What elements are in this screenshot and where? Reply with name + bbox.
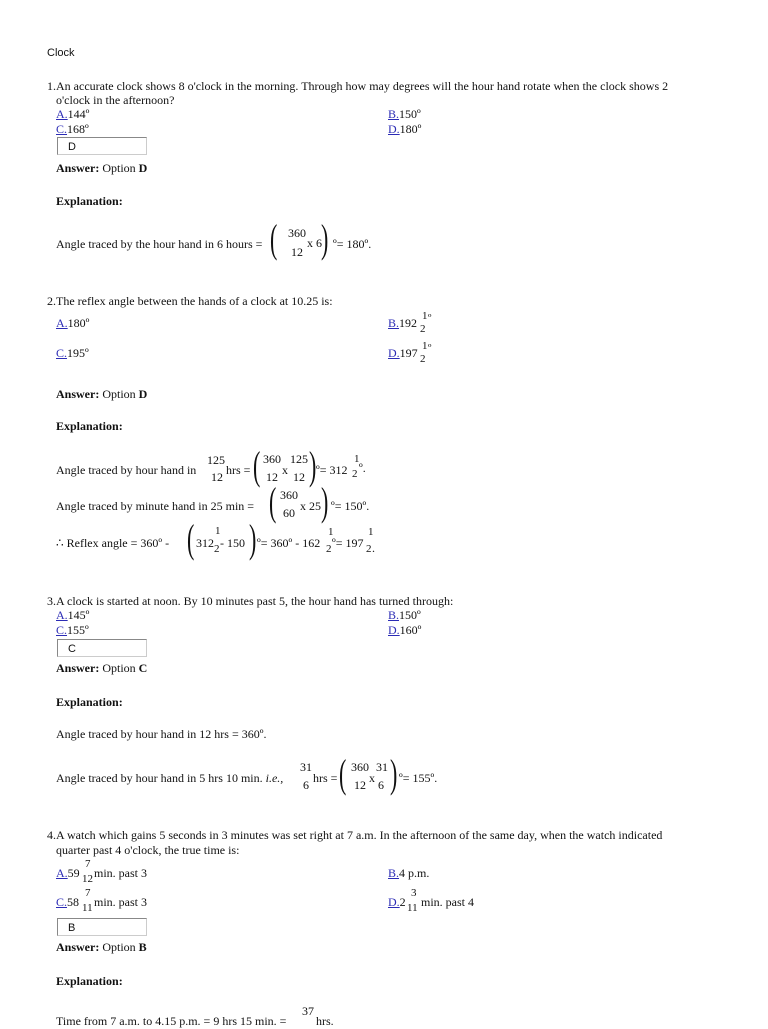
q2-option-b[interactable] (388, 316, 417, 331)
q1-option-a-letter[interactable]: A. (56, 107, 68, 121)
q3-option-c[interactable] (56, 623, 89, 638)
q3-exp2-hrs-num: 31 (300, 760, 312, 774)
q4-option-d-suffix: min. past 4 (421, 895, 474, 909)
question-1-text-line2: o'clock in the afternoon? (56, 93, 175, 107)
q4-exp1-rhs: hrs. (316, 1014, 334, 1028)
q4-answer-text: Option (102, 940, 136, 954)
q4-exp1-num: 37 (302, 1004, 314, 1018)
q4-option-d-value: 2 (399, 895, 406, 909)
q2-option-a[interactable] (56, 316, 89, 331)
q2-option-a-letter[interactable]: A. (56, 316, 68, 330)
q3-option-d-value: 160º (399, 623, 422, 637)
q2-exp3-r-den: 2 (326, 543, 332, 555)
q1-exp-paren-left: ( (269, 216, 278, 261)
q2-exp3-paren-left: ( (186, 516, 195, 561)
q1-option-c[interactable] (56, 122, 89, 137)
q1-exp-den: 12 (291, 245, 303, 259)
q3-exp2-hrs: hrs = (313, 771, 338, 785)
q3-exp2-rhs: º= 155º. (399, 771, 438, 785)
q2-answer-text: Option (102, 387, 136, 401)
q2-exp2-lhs: Angle traced by minute hand in 25 min = (56, 499, 255, 513)
q3-answer-text: Option (102, 661, 136, 675)
q2-option-d-letter[interactable]: D. (388, 346, 400, 360)
q2-exp3-rhs2: º= 197 (332, 536, 364, 550)
q4-option-c-frac-num: 7 (85, 887, 91, 899)
q1-option-c-value: 168º (67, 122, 89, 136)
q3-exp2-ie: i.e., (265, 771, 284, 785)
q4-explanation-label: Explanation: (56, 974, 123, 988)
q2-exp1-rhs: º= 312 (316, 463, 348, 477)
q2-option-b-value: 192 (399, 316, 418, 330)
q2-exp1-x: x (282, 463, 288, 477)
q4-option-c-suffix: min. past 3 (94, 895, 147, 909)
question-4-text-line2: quarter past 4 o'clock, the true time is: (56, 843, 240, 857)
q2-exp1-hrs: hrs = (226, 463, 251, 477)
q2-option-d-frac-num: 1 (422, 340, 428, 352)
q2-exp1-lhs: Angle traced by hour hand in (56, 463, 197, 477)
q2-option-b-letter[interactable]: B. (388, 316, 400, 330)
q3-explanation-label: Explanation: (56, 695, 123, 709)
q2-exp1-hrs-num: 125 (207, 453, 225, 467)
q3-option-c-letter[interactable]: C. (56, 623, 68, 637)
q4-exp1-lhs: Time from 7 a.m. to 4.15 p.m. = 9 hrs 15 min. = (56, 1014, 287, 1028)
q1-option-c-letter[interactable]: C. (56, 122, 68, 136)
q3-option-c-value: 155º (67, 623, 89, 637)
q3-option-a-value: 145º (67, 608, 90, 622)
q1-exp-lhs: Angle traced by the hour hand in 6 hours = (56, 237, 263, 251)
q4-option-b[interactable] (388, 866, 429, 881)
question-1-text-line1: 1.An accurate clock shows 8 o'clock in the morning. Through how may degrees will the hour hand rotate when the clock shows 2 (47, 79, 669, 93)
q4-answer-option: B (138, 940, 147, 954)
q3-option-b-letter[interactable]: B. (388, 608, 400, 622)
q3-exp2-paren-right: ) (389, 751, 398, 796)
q2-option-c-value: 195º (67, 346, 89, 360)
q4-option-a[interactable] (56, 866, 80, 881)
q1-option-a-value: 144º (67, 107, 90, 121)
q1-option-d-letter[interactable]: D. (388, 122, 400, 136)
q4-option-d-frac-num: 3 (411, 887, 417, 899)
question-3-text: 3.A clock is started at noon. By 10 minutes past 5, the hour hand has turned through: (47, 594, 454, 608)
q3-exp2-n2: 31 (376, 760, 388, 774)
q2-exp1-rf-num: 1 (354, 453, 360, 465)
q2-exp3-r-num: 1 (328, 526, 334, 538)
q1-answer-line (56, 161, 147, 176)
q4-option-b-value: 4 p.m. (399, 866, 430, 880)
q4-option-a-frac-den: 12 (82, 873, 93, 885)
q2-exp1-hrs-den: 12 (211, 470, 223, 484)
q2-exp3-a-num: 1 (215, 525, 221, 537)
q3-exp2-paren-left: ( (338, 751, 347, 796)
q4-answer-line (56, 940, 147, 955)
q2-exp3-r2-den: 2 (366, 543, 372, 555)
q4-option-a-value: 59 (67, 866, 80, 880)
q2-option-b-frac-num: 1 (422, 310, 428, 322)
q2-exp3-r2-num: 1 (368, 526, 374, 538)
q2-exp3-lhs: ∴ Reflex angle = 360º - (56, 536, 170, 550)
q2-exp3-a: 312 (196, 536, 214, 550)
q2-option-d-suffix: º (428, 342, 432, 354)
q1-exp-paren-right: ) (320, 216, 329, 261)
q1-option-b-value: 150º (399, 107, 421, 121)
q1-option-d[interactable] (388, 122, 421, 137)
q3-option-b[interactable] (388, 608, 421, 623)
q3-answer-option: C (138, 661, 148, 675)
q4-option-c[interactable] (56, 895, 79, 910)
q4-option-a-letter[interactable]: A. (56, 866, 68, 880)
q2-exp1-rhs-end: º. (359, 461, 366, 475)
q1-answer-label: Answer: (56, 161, 100, 175)
q2-option-c[interactable] (56, 346, 89, 361)
q3-option-a-letter[interactable]: A. (56, 608, 68, 622)
q2-answer-label: Answer: (56, 387, 100, 401)
q2-exp3-a-den: 2 (214, 543, 220, 555)
q2-answer-option: D (138, 387, 148, 401)
q4-option-c-frac-den: 11 (82, 902, 93, 914)
q3-exp2-n1: 360 (351, 760, 369, 774)
q1-exp-num: 360 (288, 226, 306, 240)
page-title: Clock (47, 47, 75, 59)
q4-option-c-value: 58 (67, 895, 80, 909)
q2-option-a-value: 180º (67, 316, 90, 330)
q2-exp2-mul: x 25 (300, 499, 321, 513)
q4-option-d[interactable] (388, 895, 406, 910)
q3-answer-line (56, 661, 147, 676)
question-2-text: 2.The reflex angle between the hands of a clock at 10.25 is: (47, 294, 333, 308)
q3-option-d[interactable] (388, 623, 421, 638)
q3-exp2-d1: 12 (354, 778, 366, 792)
q2-exp2-paren-left: ( (268, 479, 277, 524)
q4-answer-input[interactable]: B (57, 918, 147, 936)
q4-option-d-frac-den: 11 (407, 902, 418, 914)
q1-explanation-label: Explanation: (56, 194, 123, 208)
q2-explanation-label: Explanation: (56, 419, 123, 433)
q2-option-b-frac-den: 2 (420, 323, 426, 335)
q3-option-d-letter[interactable]: D. (388, 623, 400, 637)
q2-option-d[interactable] (388, 346, 418, 361)
q1-answer-input[interactable]: D (57, 137, 147, 155)
q4-option-b-letter[interactable]: B. (388, 866, 400, 880)
q4-answer-label: Answer: (56, 940, 100, 954)
q4-option-d-letter[interactable]: D. (388, 895, 400, 909)
q2-answer-line (56, 387, 147, 402)
q3-exp1: Angle traced by hour hand in 12 hrs = 360º. (56, 727, 267, 741)
q2-exp3-rhs: º= 360º - 162 (257, 536, 321, 550)
q1-option-b[interactable] (388, 107, 421, 122)
q2-exp1-d1: 12 (266, 470, 278, 484)
q3-exp2-hrs-den: 6 (303, 778, 309, 792)
q2-exp1-rf-den: 2 (352, 468, 358, 480)
q3-exp2-d2: 6 (378, 778, 384, 792)
q2-exp2-paren-right: ) (320, 479, 329, 524)
q1-exp-mul: x 6 (307, 236, 322, 250)
question-4-text-line1: 4.A watch which gains 5 seconds in 3 minutes was set right at 7 a.m. In the afternoon of the same day, when the watch indicated (47, 828, 663, 842)
q2-exp1-paren-left: ( (252, 443, 261, 488)
q2-exp2-num: 360 (280, 488, 298, 502)
q1-option-b-letter[interactable]: B. (388, 107, 400, 121)
q2-exp2-rhs: º= 150º. (331, 499, 370, 513)
q2-option-b-suffix: º (428, 312, 432, 324)
q1-answer-text: Option (102, 161, 136, 175)
q2-exp3-paren-right: ) (248, 516, 257, 561)
q1-option-d-value: 180º (399, 122, 422, 136)
q1-option-a[interactable] (56, 107, 89, 122)
q2-option-c-letter[interactable]: C. (56, 346, 68, 360)
q3-option-b-value: 150º (399, 608, 421, 622)
q4-option-a-suffix: min. past 3 (94, 866, 147, 880)
q3-exp2-lhs-text: Angle traced by hour hand in 5 hrs 10 min. (56, 771, 263, 785)
q2-exp1-n1: 360 (263, 452, 281, 466)
q3-answer-input[interactable]: C (57, 639, 147, 657)
q2-exp3-b: - 150 (220, 536, 245, 550)
q3-exp2-lhs (56, 771, 283, 786)
q2-exp1-paren-right: ) (308, 443, 317, 488)
q4-option-a-frac-num: 7 (85, 858, 91, 870)
q1-exp-rhs: º= 180º. (333, 237, 372, 251)
q3-answer-label: Answer: (56, 661, 100, 675)
q3-exp2-x: x (369, 771, 375, 785)
q1-answer-option: D (138, 161, 148, 175)
q2-exp2-den: 60 (283, 506, 295, 520)
q2-option-d-frac-den: 2 (420, 353, 426, 365)
q2-exp1-d2: 12 (293, 470, 305, 484)
q3-option-a[interactable] (56, 608, 89, 623)
q2-exp1-n2: 125 (290, 452, 308, 466)
q2-exp3-end: . (372, 541, 375, 555)
q2-option-d-value: 197 (399, 346, 418, 360)
q4-option-c-letter[interactable]: C. (56, 895, 68, 909)
